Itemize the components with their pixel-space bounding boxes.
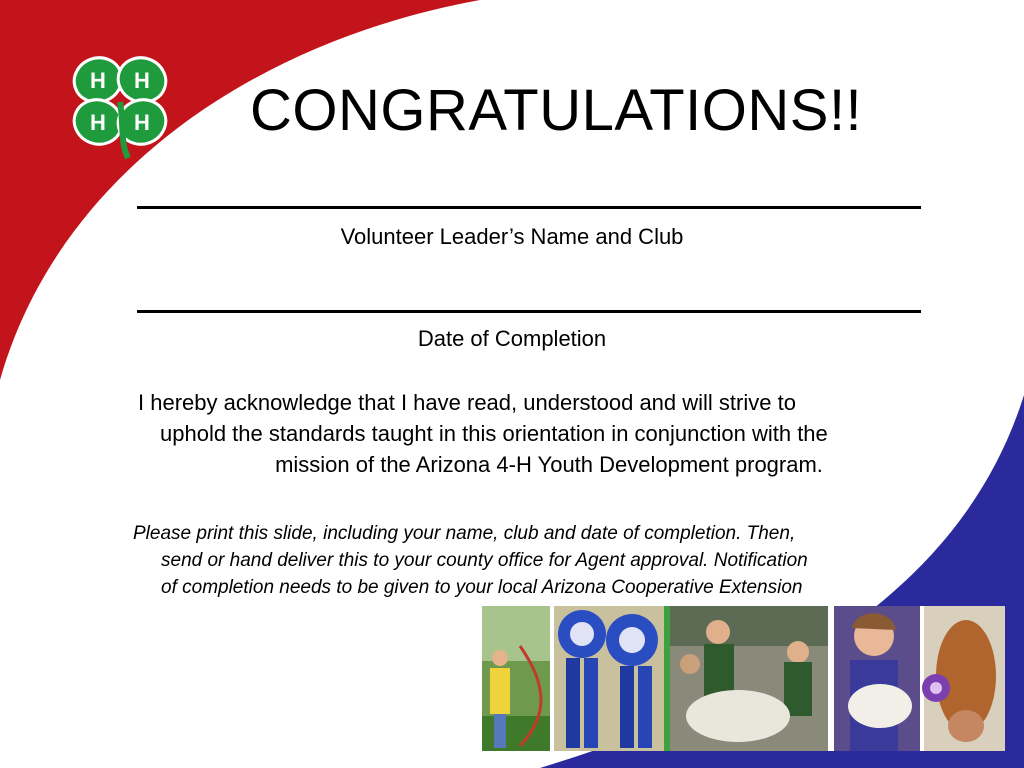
date-signature-line bbox=[137, 310, 921, 313]
photo-ribbons bbox=[554, 606, 664, 751]
note-line: of completion needs to be given to your local Arizona Cooperative Extension bbox=[161, 577, 803, 598]
photo-poultry bbox=[834, 606, 920, 751]
page-title: CONGRATULATIONS!! bbox=[250, 78, 863, 143]
clover-letter-h: H bbox=[90, 68, 106, 93]
note-line: send or hand deliver this to your county office for Agent approval. Notification bbox=[161, 550, 808, 571]
clover-letter-h: H bbox=[134, 110, 150, 135]
date-field-label: Date of Completion bbox=[417, 326, 607, 351]
acknowledgement-line: uphold the standards taught in this orientation in conjunction with the bbox=[160, 421, 828, 446]
note-line: Please print this slide, including your name, club and date of completion. Then, bbox=[133, 523, 796, 544]
4h-clover-logo bbox=[62, 50, 178, 162]
name-field-label: Volunteer Leader’s Name and Club bbox=[340, 224, 684, 249]
clover-letter-h: H bbox=[134, 68, 150, 93]
photo-cattle bbox=[922, 606, 1005, 751]
photo-strip bbox=[478, 606, 1005, 751]
clover-letter-h: H bbox=[90, 110, 106, 135]
name-signature-line bbox=[137, 206, 921, 209]
acknowledgement-text bbox=[138, 387, 938, 480]
photo-archery bbox=[482, 606, 550, 751]
acknowledgement-line: mission of the Arizona 4-H Youth Development program. bbox=[275, 452, 823, 477]
photo-livestock-show bbox=[670, 606, 828, 751]
acknowledgement-line: I hereby acknowledge that I have read, understood and will strive to bbox=[138, 390, 796, 415]
